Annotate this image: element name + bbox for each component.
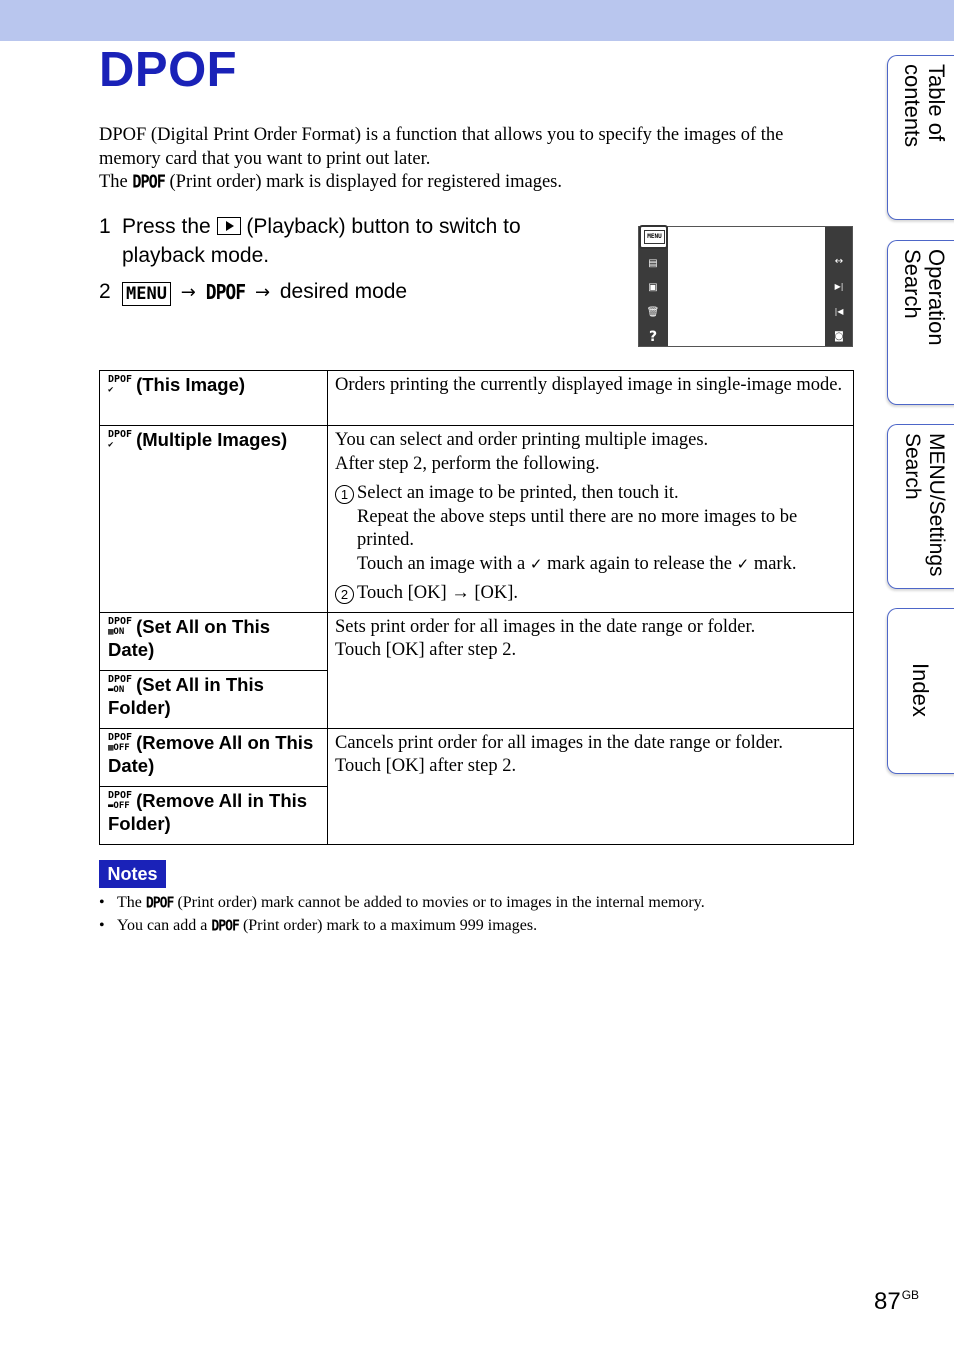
checkmark-icon: ✓ xyxy=(529,554,543,573)
dpof-this-image-icon: DPOF ✔ xyxy=(108,374,133,395)
tab-menu-settings-search[interactable]: MENU/Settings Search xyxy=(887,424,954,589)
step-number: 2 xyxy=(99,280,111,303)
slideshow-icon: ▣ xyxy=(648,282,658,293)
table-row xyxy=(100,612,854,670)
note-item: • You can add a DPOF (Print order) mark to a maximum 999 images. xyxy=(99,915,819,938)
step-2: 2 MENU → DPOF → desired mode xyxy=(99,277,599,309)
page-title: DPOF xyxy=(99,43,238,97)
camera-icon: ◙ xyxy=(834,331,844,342)
tab-table-of-contents[interactable]: Table of contents xyxy=(887,55,954,220)
sub-step-2: 2 Touch [OK] → [OK]. xyxy=(335,582,845,606)
option-description: Orders printing the currently displayed image in single-image mode. xyxy=(328,371,854,426)
intro-line: memory card that you want to print out later. xyxy=(99,148,431,169)
option-description: Cancels print order for all images in the date range or folder. Touch [OK] after step 2. xyxy=(328,728,854,844)
option-name: DPOF ✔ (This Image) xyxy=(100,371,328,426)
arrow-right-icon: → xyxy=(254,282,271,303)
notes-list xyxy=(99,892,819,938)
notes-label: Notes xyxy=(99,860,166,888)
sub-step-1: 1 Select an image to be printed, then touch it. Repeat the above steps until there are no more images to be printed. Touch an image with a ✓ mark again to release the ✓ mark. xyxy=(335,482,845,576)
option-name: DPOF ▦OFF (Remove All on This Date) xyxy=(100,728,328,786)
intro-line: The DPOF (Print order) mark is displayed for registered images. xyxy=(99,171,839,195)
option-name: DPOF ▦ON (Set All on This Date) xyxy=(100,612,328,670)
table-row xyxy=(100,371,854,426)
step-number: 1 xyxy=(99,215,111,238)
next-icon: ▶| xyxy=(834,282,844,291)
rotate-icon: ↔ xyxy=(834,256,844,267)
playback-icon xyxy=(217,217,241,235)
dpof-folder-off-icon: DPOF ▬OFF xyxy=(108,789,133,811)
dpof-date-on-icon: DPOF ▦ON xyxy=(108,615,133,637)
prev-icon: |◀ xyxy=(834,307,844,316)
page-number: $87^{GB}$ xyxy=(874,1288,920,1315)
option-description: Sets print order for all images in the date range or folder. Touch [OK] after step 2. xyxy=(328,612,854,728)
table-row xyxy=(100,426,854,613)
dpof-multiple-images-icon: DPOF ✔ xyxy=(108,429,133,450)
help-icon: ? xyxy=(648,329,658,345)
option-name: DPOF ▬ON (Set All in This Folder) xyxy=(100,670,328,728)
tab-operation-search[interactable]: Operation Search xyxy=(887,240,954,405)
menu-icon: MENU xyxy=(639,225,668,249)
note-item: • The DPOF (Print order) mark cannot be added to movies or to images in the internal memory. xyxy=(99,892,819,915)
tab-index[interactable]: Index xyxy=(887,608,954,774)
menu-icon: MENU xyxy=(122,282,171,306)
option-description: You can select and order printing multiple images. After step 2, perform the following. 1 Select an image to be printed, then touch it. Repeat the above steps until there are no more images to be printed. Touch an image with a ✓ mark again to release the ✓ mark. 2 Touch [OK] → [OK]. xyxy=(328,426,854,613)
step-1: 1 Press the (Playback) button to switch to playback mode. xyxy=(99,212,599,272)
dpof-icon: DPOF xyxy=(145,894,174,913)
dpof-options-table xyxy=(99,370,854,845)
dpof-date-off-icon: DPOF ▦OFF xyxy=(108,731,133,753)
table-row xyxy=(100,728,854,786)
trash-icon: 🗑 xyxy=(646,307,660,318)
top-banner xyxy=(0,0,954,41)
arrow-right-icon: → xyxy=(180,282,196,303)
intro-line: DPOF (Digital Print Order Format) is a function that allows you to specify the images of the xyxy=(99,125,784,145)
circled-number: 1 xyxy=(335,485,354,504)
camera-screen-illustration xyxy=(638,226,853,347)
option-name: DPOF ✔ (Multiple Images) xyxy=(100,426,328,613)
option-name: DPOF ▬OFF (Remove All in This Folder) xyxy=(100,786,328,844)
dpof-icon: DPOF xyxy=(211,917,239,936)
dpof-folder-on-icon: DPOF ▬ON xyxy=(108,673,133,695)
circled-number: 2 xyxy=(335,585,354,604)
checkmark-icon: ✓ xyxy=(736,554,750,573)
dpof-icon: DPOF xyxy=(205,280,246,305)
index-icon: ▤ xyxy=(648,258,658,269)
dpof-icon: DPOF xyxy=(132,171,165,193)
intro-paragraph xyxy=(99,124,839,195)
